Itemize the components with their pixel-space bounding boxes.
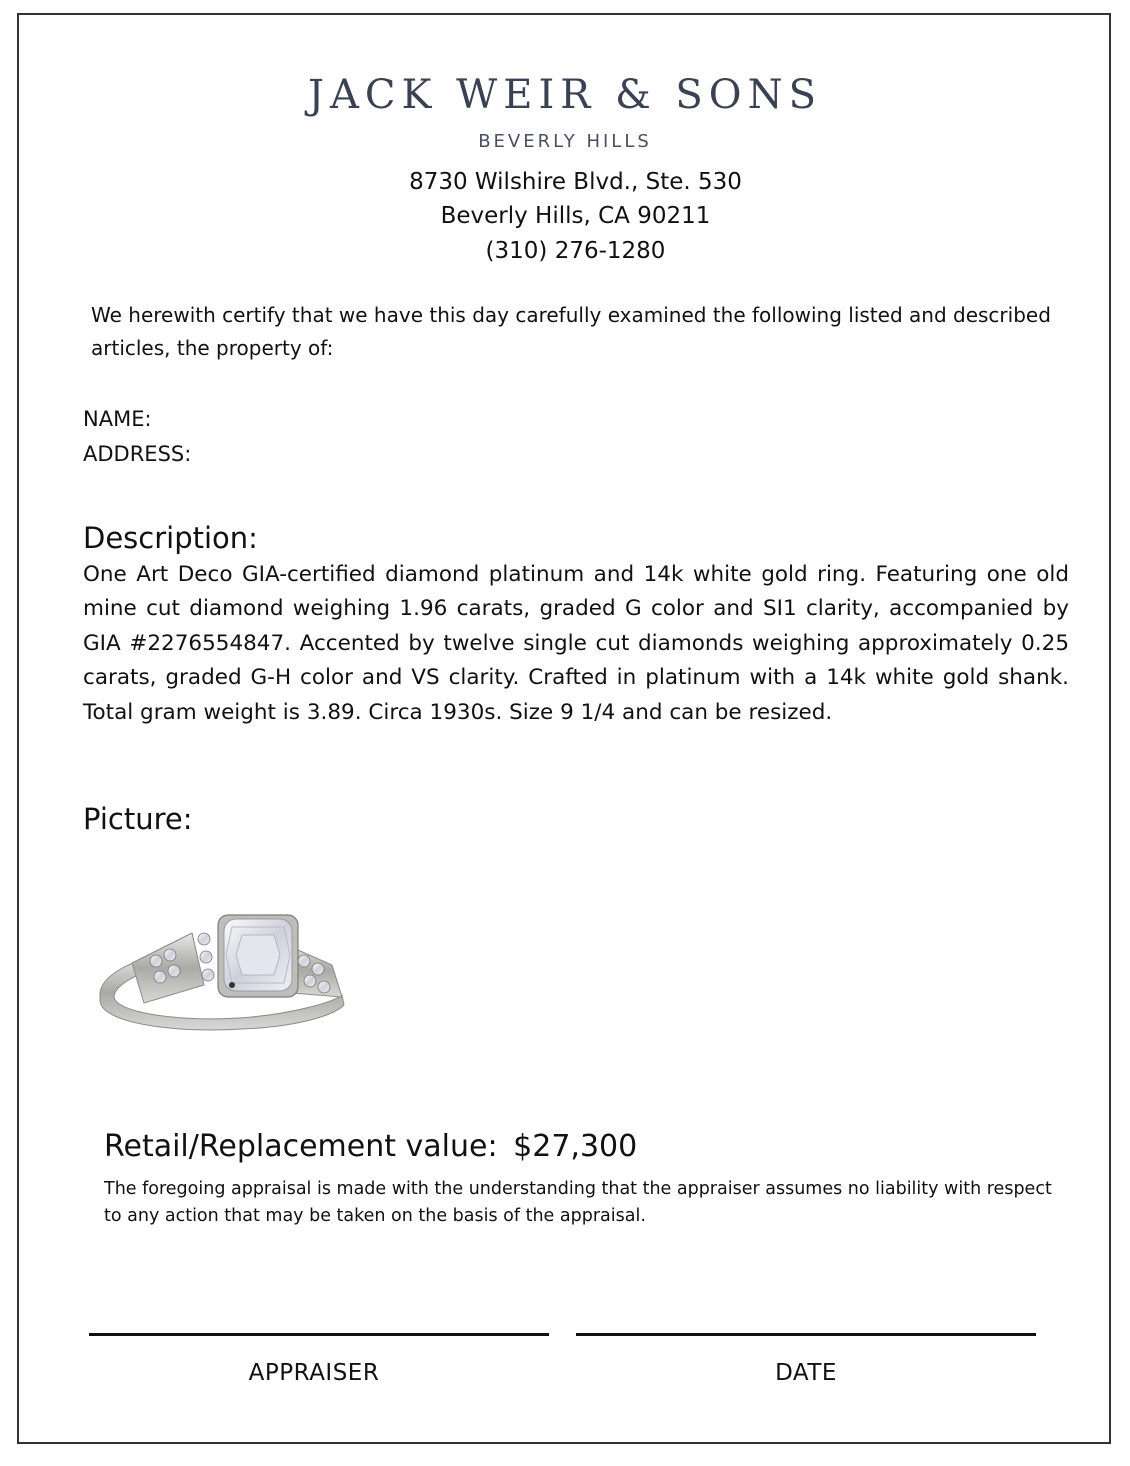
- address-line-2: Beverly Hills, CA 90211: [440, 203, 711, 229]
- ring-photo: [92, 905, 352, 1035]
- brand-location: BEVERLY HILLS: [478, 131, 652, 152]
- date-signature-line[interactable]: [576, 1333, 1036, 1336]
- certification-statement: We herewith certify that we have this day carefully examined the following listed and described articles, the property of:: [91, 303, 1051, 360]
- appraiser-signature-line[interactable]: [89, 1333, 549, 1336]
- address-line-1: 8730 Wilshire Blvd., Ste. 530: [409, 169, 742, 195]
- phone-number: (310) 276-1280: [485, 238, 666, 264]
- picture-heading: Picture:: [83, 802, 193, 836]
- description-heading: Description:: [83, 521, 258, 555]
- description-text: One Art Deco GIA-certified diamond platinum and 14k white gold ring. Featuring one old mine cut diamond weighing 1.96 carats, graded G color and SI1 clarity, accompanied by GIA #2276554847. Accented by twelve single cut diamonds weighing approximately 0.25 carats, graded G-H color and VS clarity. Crafted in platinum with a 14k white gold shank. Total gram weight is 3.89. Circa 1930s. Size 9 1/4 and can be resized.: [83, 562, 1069, 725]
- retail-value-amount: $27,300: [513, 1129, 638, 1164]
- appraisal-disclaimer: The foregoing appraisal is made with the understanding that the appraiser assumes no liability with respect to any action that may be taken on the basis of the appraisal.: [104, 1179, 1052, 1226]
- retail-value-row: [104, 1129, 637, 1164]
- brand-name: JACK WEIR & SONS: [308, 72, 822, 118]
- appraiser-label: APPRAISER: [248, 1360, 380, 1386]
- date-label: DATE: [775, 1360, 837, 1386]
- retail-value-label: Retail/Replacement value:: [104, 1129, 498, 1164]
- address-label: ADDRESS:: [83, 442, 192, 466]
- name-label: NAME:: [83, 407, 152, 431]
